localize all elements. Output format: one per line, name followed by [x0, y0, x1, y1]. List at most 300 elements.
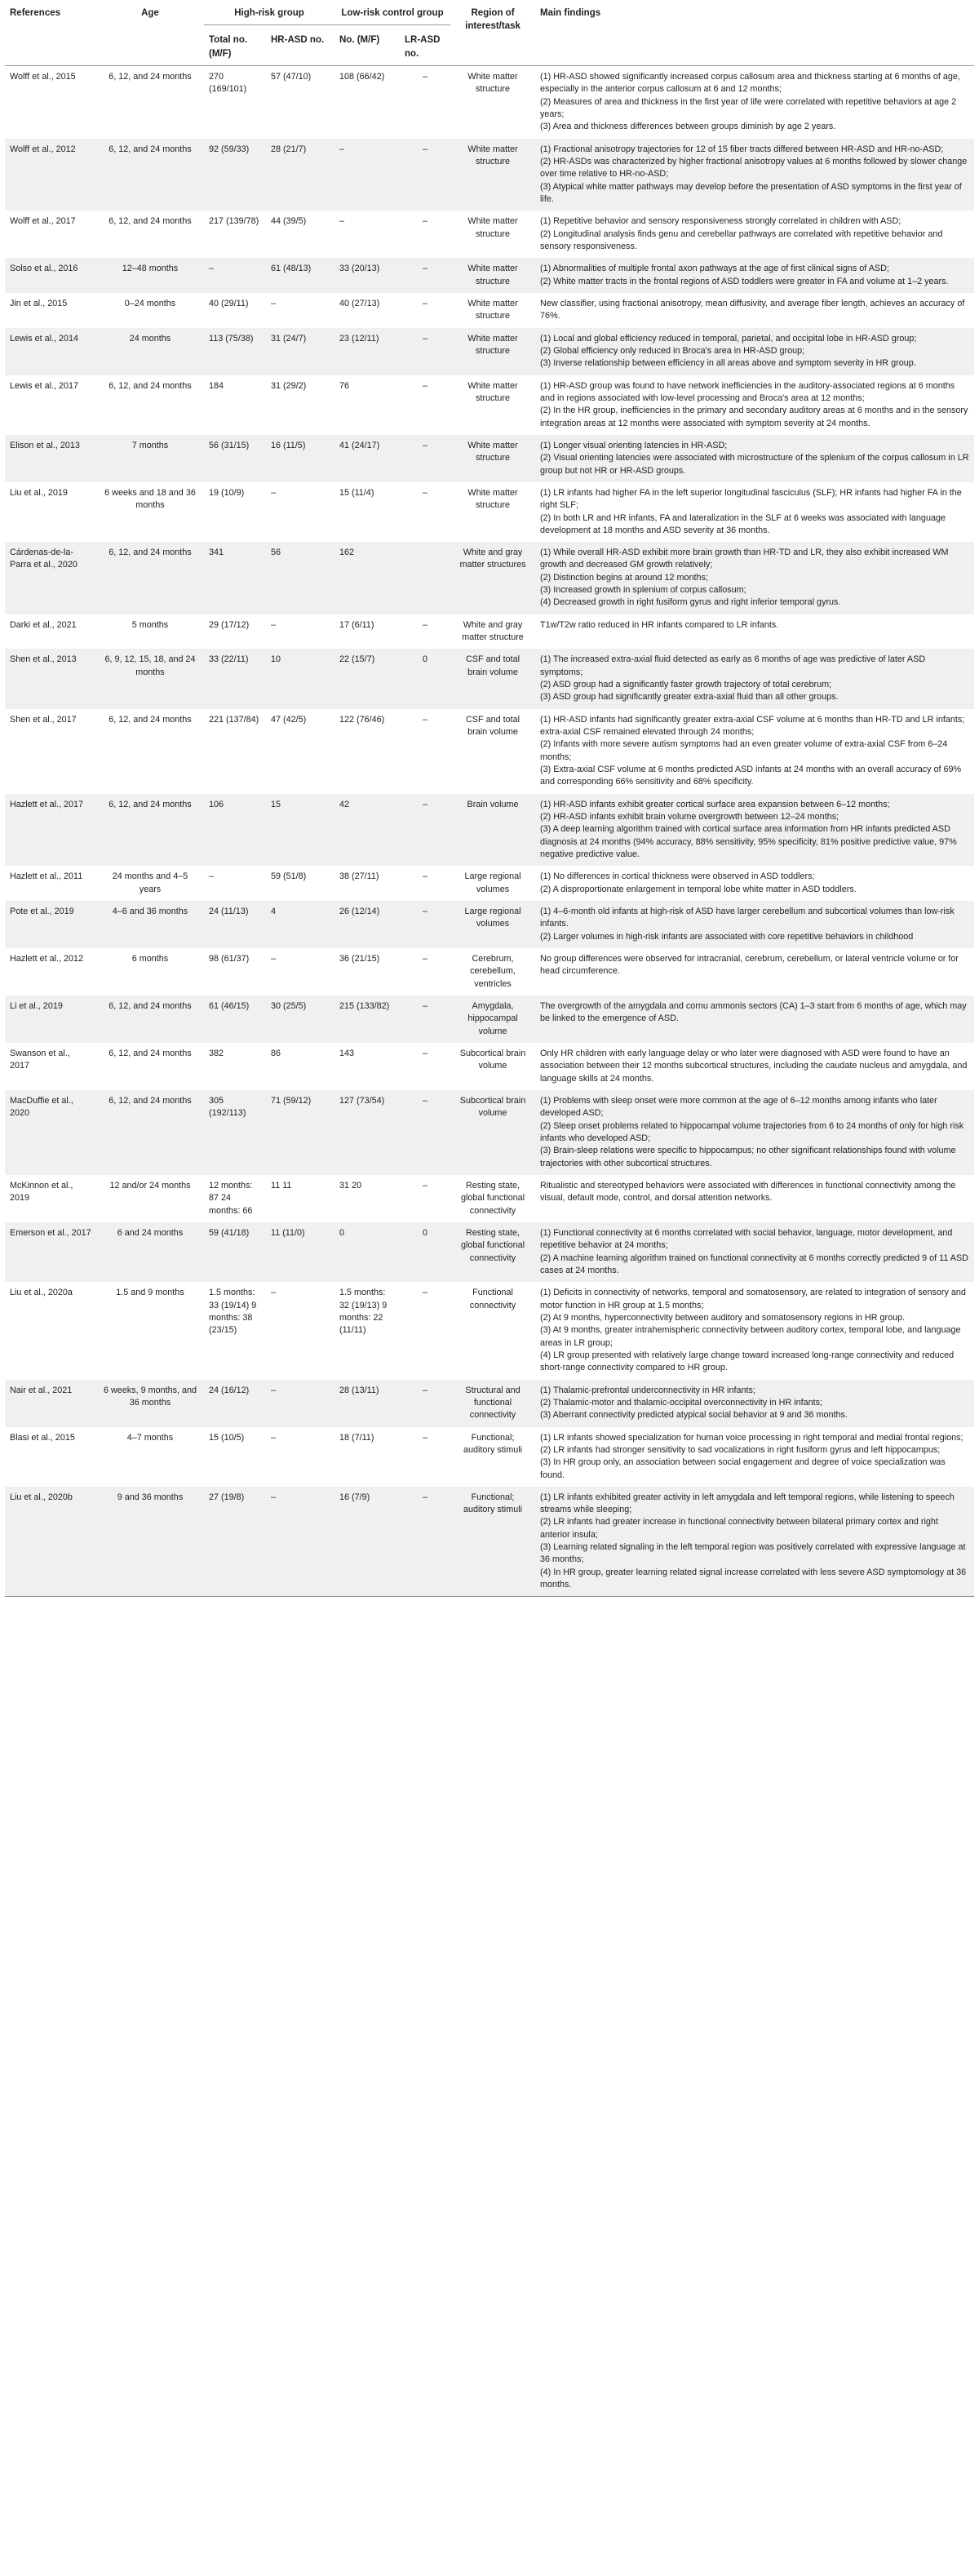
- cell-lr-asd-no: –: [423, 1048, 428, 1058]
- finding-item: (1) HR-ASD infants had significantly greater extra-axial CSF volume at 6 months than HR-TD and LR infants; extra-axial CSF remained elevated through 24 months;: [540, 714, 965, 738]
- cell-hr-asd-no: 57 (47/10): [271, 71, 312, 82]
- finding-item: The overgrowth of the amygdala and cornu ammonis sectors (CA) 1–3 start from 6 months of age, which may be linked to the emergence of ASD.: [540, 1001, 967, 1024]
- cell-reference: Elison et al., 2013: [10, 440, 80, 450]
- finding-item: (2) Thalamic-motor and thalamic-occipital overconnectivity in HR infants;: [540, 1397, 823, 1408]
- table-row: [5, 482, 974, 542]
- cell-total-no: 113 (75/38): [209, 333, 254, 344]
- cell-total-no: 59 (41/18): [209, 1227, 250, 1238]
- finding-item: T1w/T2w ratio reduced in HR infants compared to LR infants.: [540, 619, 779, 630]
- finding-item: (1) No differences in cortical thickness were observed in ASD toddlers;: [540, 871, 815, 882]
- finding-item: (2) In the HR group, inefficiencies in the primary and secondary auditory areas at 6 months and in the sensory integration areas at 12 months were associated with symptom severity at 24 months.: [540, 406, 968, 428]
- cell-lr-asd-no: –: [423, 1385, 428, 1395]
- cell-lr-no: 40 (27/13): [339, 298, 380, 308]
- cell-lr-asd-no: 0: [423, 654, 428, 665]
- cell-hr-asd-no: 56: [271, 548, 281, 558]
- header-no-mf: No. (M/F): [334, 25, 400, 66]
- cell-age: 6, 9, 12, 15, 18, and 24 months: [104, 654, 196, 677]
- cell-age: 6, 12, and 24 months: [109, 144, 192, 154]
- cell-total-no: 12 months: 87 24 months: 66: [209, 1180, 253, 1216]
- cell-age: 6 and 24 months: [117, 1227, 184, 1238]
- finding-item: (4) In HR group, greater learning related signal increase correlated with less severe ASD symptomology at 36 months.: [540, 1567, 967, 1590]
- cell-reference: Nair et al., 2021: [10, 1385, 73, 1395]
- cell-total-no: –: [209, 264, 215, 274]
- table-row: [5, 614, 974, 650]
- cell-lr-no: 17 (6/11): [339, 619, 374, 630]
- table-body: [5, 65, 974, 1596]
- cell-reference: Darki et al., 2021: [10, 619, 77, 630]
- cell-lr-no: 15 (11/4): [339, 487, 374, 498]
- cell-lr-no: 127 (73/54): [339, 1095, 385, 1106]
- finding-item: (3) Learning related signaling in the left temporal region was positively correlated with expressive language at 36 months;: [540, 1542, 966, 1565]
- finding-item: No group differences were observed for intracranial, cerebrum, cerebellum, or lateral ventricle volume or for head circumference.: [540, 954, 959, 977]
- cell-age: 6 weeks and 18 and 36 months: [104, 487, 196, 511]
- table-row: [5, 1487, 974, 1597]
- cell-reference: Pote et al., 2019: [10, 907, 74, 917]
- cell-age: 0–24 months: [124, 298, 176, 308]
- cell-total-no: –: [209, 871, 215, 882]
- finding-item: (1) 4–6-month old infants at high-risk of ASD have larger cerebellum and subcortical volumes than low-risk infants.: [540, 907, 955, 929]
- table-row: [5, 375, 974, 435]
- finding-item: (1) While overall HR-ASD exhibit more brain growth than HR-TD and LR, they also exhibit increased WM growth and decreased GM growth relatively;: [540, 548, 949, 570]
- cell-region: Amygdala, hippocampal volume: [467, 1001, 518, 1036]
- cell-hr-asd-no: 11 11: [271, 1180, 292, 1190]
- cell-hr-asd-no: –: [271, 1288, 277, 1298]
- cell-lr-no: 162: [339, 548, 355, 558]
- cell-findings: [535, 542, 974, 614]
- cell-findings: [535, 1380, 974, 1427]
- cell-age: 24 months and 4–5 years: [112, 871, 188, 894]
- cell-reference: Liu et al., 2020b: [10, 1492, 73, 1502]
- cell-lr-no: 42: [339, 799, 350, 809]
- finding-item: (2) Infants with more severe autism symptoms had an even greater volume of extra-axial CSF from 6–24 months;: [540, 739, 948, 762]
- cell-lr-no: 38 (27/11): [339, 871, 379, 882]
- cell-age: 5 months: [131, 619, 169, 630]
- cell-lr-asd-no: –: [423, 1432, 428, 1443]
- finding-item: (3) In HR group only, an association between social engagement and degree of voice specialization was found.: [540, 1457, 946, 1480]
- table-row: [5, 435, 974, 482]
- cell-lr-no: 31 20: [339, 1180, 362, 1190]
- cell-reference: Wolff et al., 2012: [10, 144, 76, 154]
- header-high-risk: High-risk group: [234, 8, 304, 18]
- cell-lr-asd-no: –: [423, 907, 428, 917]
- cell-region: Resting state, global functional connectivity: [460, 1227, 525, 1263]
- cell-reference: Shen et al., 2013: [10, 654, 77, 665]
- cell-reference: Swanson et al., 2017: [10, 1048, 70, 1071]
- table-row: [5, 794, 974, 867]
- cell-age: 6, 12, and 24 months: [109, 216, 192, 227]
- cell-reference: Jin et al., 2015: [10, 298, 68, 308]
- cell-hr-asd-no: 61 (48/13): [271, 264, 312, 274]
- cell-findings: [535, 1282, 974, 1379]
- table-row: [5, 328, 974, 375]
- header-findings: Main findings: [540, 8, 601, 18]
- cell-reference: Solso et al., 2016: [10, 264, 78, 274]
- cell-age: 4–7 months: [126, 1432, 174, 1443]
- finding-item: (1) The increased extra-axial fluid detected as early as 6 months of age was predictive of later ASD symptoms;: [540, 654, 926, 677]
- cell-region: Structural and functional connectivity: [465, 1385, 521, 1421]
- cell-lr-asd-no: –: [423, 1180, 428, 1190]
- finding-item: (2) Visual orienting latencies were associated with microstructure of the splenium of the corpus callosum in LR group but not HR or HR-ASD groups.: [540, 453, 969, 476]
- finding-item: (1) LR infants showed specialization for human voice processing in right temporal and medial frontal regions;: [540, 1432, 963, 1443]
- finding-item: (4) Decreased growth in right fusiform gyrus and right inferior temporal gyrus.: [540, 597, 841, 608]
- cell-hr-asd-no: –: [271, 954, 277, 964]
- cell-region: White matter structure: [467, 216, 518, 239]
- finding-item: (3) At 9 months, greater intrahemispheric connectivity between auditory cortex, temporal lobe, and language areas in LR group;: [540, 1325, 961, 1348]
- cell-hr-asd-no: 10: [271, 654, 281, 665]
- cell-reference: Blasi et al., 2015: [10, 1432, 75, 1443]
- finding-item: (1) Problems with sleep onset were more common at the age of 6–12 months among infants who later developed ASD;: [540, 1095, 937, 1119]
- finding-item: (1) LR infants had higher FA in the left superior longitudinal fasciculus (SLF); HR infants had higher FA in the right SLF;: [540, 487, 962, 511]
- cell-age: 12–48 months: [122, 264, 179, 274]
- finding-item: (2) A disproportionate enlargement in temporal lobe white matter in ASD toddlers.: [540, 884, 857, 894]
- cell-findings: [535, 482, 974, 542]
- cell-hr-asd-no: –: [271, 619, 277, 630]
- finding-item: Ritualistic and stereotyped behaviors were associated with differences in functional connectivity among the visual, default mode, control, and dorsal attention networks.: [540, 1180, 956, 1204]
- finding-item: Only HR children with early language delay or who later were diagnosed with ASD were found to have an association between their 12 months subcortical structures, including the caudate nucleus and amygdala, and language skills at 24 months.: [540, 1048, 968, 1084]
- header-hr-asd-no: HR-ASD no.: [266, 25, 334, 66]
- cell-age: 6, 12, and 24 months: [109, 799, 192, 809]
- cell-region: Functional connectivity: [469, 1288, 516, 1310]
- cell-region: Resting state, global functional connectivity: [460, 1180, 525, 1216]
- cell-age: 9 and 36 months: [117, 1492, 184, 1502]
- cell-findings: [535, 866, 974, 901]
- cell-reference: Wolff et al., 2017: [10, 216, 76, 227]
- cell-region: White matter structure: [467, 333, 518, 356]
- cell-hr-asd-no: 59 (51/8): [271, 871, 307, 882]
- cell-age: 7 months: [131, 440, 169, 450]
- cell-lr-asd-no: –: [423, 1001, 428, 1011]
- cell-total-no: 270 (169/101): [209, 71, 247, 95]
- finding-item: (2) White matter tracts in the frontal regions of ASD toddlers were greater in FA and volume at 1–2 years.: [540, 276, 949, 286]
- cell-age: 4–6 and 36 months: [112, 907, 188, 917]
- cell-hr-asd-no: 30 (25/5): [271, 1001, 307, 1011]
- cell-total-no: 56 (31/15): [209, 440, 250, 450]
- cell-age: 24 months: [129, 333, 171, 344]
- cell-region: Cerebrum, cerebellum, ventricles: [470, 954, 516, 989]
- cell-lr-asd-no: –: [423, 487, 428, 498]
- cell-lr-asd-no: –: [423, 144, 428, 154]
- cell-hr-asd-no: 47 (42/5): [271, 714, 307, 725]
- finding-item: (1) Local and global efficiency reduced in temporal, parietal, and occipital lobe in HR-ASD group;: [540, 333, 917, 344]
- cell-hr-asd-no: 31 (24/7): [271, 333, 307, 344]
- cell-reference: Lewis et al., 2017: [10, 380, 79, 391]
- cell-total-no: 221 (137/84): [209, 714, 259, 725]
- finding-item: (2) LR infants had stronger sensitivity to sad vocalizations in right fusiform gyrus and left hippocampus;: [540, 1444, 941, 1455]
- cell-age: 1.5 and 9 months: [116, 1288, 184, 1298]
- cell-total-no: 40 (29/11): [209, 298, 249, 308]
- table-row: [5, 1043, 974, 1090]
- cell-total-no: 184: [209, 380, 224, 391]
- cell-hr-asd-no: –: [271, 1492, 277, 1502]
- cell-reference: McKinnon et al., 2019: [10, 1180, 73, 1204]
- finding-item: (1) Deficits in connectivity of networks, temporal and somatosensory, are related to integration of sensory and motor function in HR group at 1.5 months;: [540, 1288, 966, 1310]
- cell-findings: [535, 1090, 974, 1175]
- cell-lr-asd-no: –: [423, 264, 428, 274]
- cell-hr-asd-no: 16 (11/5): [271, 440, 306, 450]
- cell-lr-asd-no: –: [423, 1288, 428, 1298]
- cell-reference: Li et al., 2019: [10, 1001, 63, 1011]
- finding-item: (4) LR group presented with relatively large change toward increased long-range connectivity and reduced short-range connectivity compared to HR group.: [540, 1350, 955, 1373]
- finding-item: (2) At 9 months, hyperconnectivity between auditory and somatosensory regions in HR group.: [540, 1312, 906, 1323]
- cell-findings: [535, 1175, 974, 1222]
- cell-findings: [535, 211, 974, 258]
- cell-hr-asd-no: –: [271, 298, 277, 308]
- cell-lr-asd-no: –: [423, 71, 428, 82]
- cell-findings: [535, 258, 974, 293]
- table-row: [5, 211, 974, 258]
- table-row: [5, 649, 974, 708]
- finding-item: (2) Sleep onset problems related to hippocampal volume trajectories from 6 to 24 months of only for high risk infants who developed ASD;: [540, 1120, 964, 1143]
- cell-reference: Liu et al., 2019: [10, 487, 68, 498]
- cell-lr-asd-no: 0: [423, 1227, 428, 1238]
- cell-lr-no: 143: [339, 1048, 355, 1058]
- cell-region: White matter structure: [467, 440, 518, 463]
- cell-age: 6, 12, and 24 months: [109, 548, 192, 558]
- cell-lr-no: 18 (7/11): [339, 1432, 374, 1443]
- cell-hr-asd-no: –: [271, 1385, 277, 1395]
- cell-total-no: 92 (59/33): [209, 144, 250, 154]
- cell-lr-asd-no: –: [423, 333, 428, 344]
- cell-lr-no: 76: [339, 380, 350, 391]
- cell-hr-asd-no: 15: [271, 799, 281, 809]
- finding-item: (1) HR-ASD showed significantly increased corpus callosum area and thickness starting at 6 months of age, especially in the anterior corpus callosum at 6 and 12 months;: [540, 71, 960, 95]
- finding-item: (2) Distinction begins at around 12 months;: [540, 572, 708, 583]
- table-row: [5, 866, 974, 901]
- cell-findings: [535, 794, 974, 867]
- finding-item: (3) ASD group had significantly greater extra-axial fluid than all other groups.: [540, 692, 839, 703]
- cell-region: White matter structure: [467, 71, 518, 95]
- cell-findings: [535, 1043, 974, 1090]
- cell-lr-asd-no: –: [423, 216, 428, 227]
- cell-region: White matter structure: [467, 487, 518, 511]
- finding-item: (1) HR-ASD group was found to have network inefficiencies in the auditory-associated regions at 6 months and in regions associated with low-level processing and Broca's area at 12 months;: [540, 380, 955, 403]
- cell-age: 6, 12, and 24 months: [109, 380, 192, 391]
- cell-age: 12 and/or 24 months: [109, 1180, 191, 1190]
- cell-findings: [535, 375, 974, 435]
- cell-lr-no: –: [339, 144, 345, 154]
- finding-item: (2) A machine learning algorithm trained on functional connectivity at 6 months correctly predicted 9 of 11 ASD cases at 24 months.: [540, 1253, 968, 1275]
- finding-item: (2) ASD group had a significantly faster growth trajectory of total cerebrum;: [540, 680, 832, 690]
- cell-lr-no: 22 (15/7): [339, 654, 375, 665]
- header-age: Age: [141, 8, 159, 18]
- cell-total-no: 217 (139/78): [209, 216, 259, 227]
- cell-lr-asd-no: –: [423, 298, 428, 308]
- cell-age: 6, 12, and 24 months: [109, 1048, 192, 1058]
- cell-region: Brain volume: [467, 799, 519, 809]
- cell-lr-no: 28 (13/11): [339, 1385, 379, 1395]
- cell-lr-asd-no: –: [423, 1492, 428, 1502]
- cell-total-no: 106: [209, 799, 224, 809]
- cell-region: Subcortical brain volume: [459, 1095, 526, 1119]
- cell-hr-asd-no: 44 (39/5): [271, 216, 307, 227]
- finding-item: (2) Global efficiency only reduced in Broca's area in HR-ASD group;: [540, 345, 805, 356]
- cell-lr-asd-no: –: [423, 871, 428, 882]
- cell-reference: Hazlett et al., 2011: [10, 871, 83, 882]
- cell-hr-asd-no: –: [271, 1432, 277, 1443]
- cell-lr-asd-no: –: [423, 954, 428, 964]
- table-row: [5, 65, 974, 138]
- cell-hr-asd-no: 4: [271, 907, 277, 917]
- cell-age: 6, 12, and 24 months: [109, 714, 192, 725]
- table-row: [5, 258, 974, 293]
- finding-item: (1) HR-ASD infants exhibit greater cortical surface area expansion between 6–12 months;: [540, 799, 890, 809]
- header-region: Region of interest/task: [465, 8, 521, 32]
- cell-region: White matter structure: [467, 264, 518, 286]
- finding-item: (3) Increased growth in splenium of corpus callosum;: [540, 585, 746, 596]
- header-lr-asd-no: LR-ASD no.: [400, 25, 450, 66]
- cell-findings: [535, 614, 974, 650]
- finding-item: (2) Larger volumes in high-risk infants are associated with core repetitive behaviors in childhood: [540, 931, 914, 942]
- cell-total-no: 305 (192/113): [209, 1095, 246, 1119]
- cell-lr-no: 108 (66/42): [339, 71, 385, 82]
- cell-region: White and gray matter structure: [462, 619, 524, 643]
- table-row: [5, 709, 974, 794]
- cell-reference: Emerson et al., 2017: [10, 1227, 91, 1238]
- cell-findings: [535, 328, 974, 375]
- cell-lr-asd-no: –: [423, 799, 428, 809]
- cell-reference: Wolff et al., 2015: [10, 71, 76, 82]
- cell-total-no: 98 (61/37): [209, 954, 250, 964]
- cell-region: White matter structure: [467, 298, 518, 321]
- cell-hr-asd-no: 28 (21/7): [271, 144, 307, 154]
- table-container: [5, 0, 974, 1597]
- cell-lr-asd-no: –: [423, 380, 428, 391]
- cell-lr-no: 33 (20/13): [339, 264, 380, 274]
- cell-total-no: 19 (10/9): [209, 487, 245, 498]
- cell-lr-asd-no: –: [423, 619, 428, 630]
- finding-item: (2) HR-ASD infants exhibit brain volume overgrowth between 12–24 months;: [540, 812, 839, 822]
- finding-item: (3) Brain-sleep relations were specific to hippocampus; no other significant relationships found with volume trajectories with other subcortical structures.: [540, 1146, 956, 1168]
- finding-item: (2) LR infants had greater increase in functional connectivity between bilateral primary cortex and right anterior insula;: [540, 1517, 938, 1540]
- cell-findings: [535, 901, 974, 948]
- cell-findings: [535, 649, 974, 708]
- cell-reference: MacDuffie et al., 2020: [10, 1095, 73, 1119]
- finding-item: (3) Area and thickness differences between groups diminish by age 2 years.: [540, 122, 836, 132]
- finding-item: (1) Fractional anisotropy trajectories for 12 of 15 fiber tracts differed between HR-ASD and HR-no-ASD;: [540, 144, 944, 154]
- cell-total-no: 24 (16/12): [209, 1385, 250, 1395]
- table-row: [5, 901, 974, 948]
- cell-region: CSF and total brain volume: [466, 714, 521, 738]
- cell-findings: [535, 65, 974, 138]
- finding-item: (3) Extra-axial CSF volume at 6 months predicted ASD infants at 24 months with an overall accuracy of 69% and corresponding 66% sensitivity and 68% specificity.: [540, 765, 962, 787]
- cell-total-no: 61 (46/15): [209, 1001, 250, 1011]
- studies-table: [5, 3, 974, 1597]
- cell-age: 6 months: [131, 954, 169, 964]
- table-row: [5, 1427, 974, 1487]
- cell-hr-asd-no: 86: [271, 1048, 281, 1058]
- cell-region: CSF and total brain volume: [466, 654, 521, 677]
- cell-lr-no: 41 (24/17): [339, 440, 380, 450]
- table-row: [5, 139, 974, 211]
- cell-hr-asd-no: 71 (59/12): [271, 1095, 312, 1106]
- cell-reference: Liu et al., 2020a: [10, 1288, 73, 1298]
- table-row: [5, 1222, 974, 1282]
- cell-region: White and gray matter structures: [459, 548, 526, 570]
- finding-item: (2) In both LR and HR infants, FA and lateralization in the SLF at 6 weeks was associated with language development at 18 months and ASD severity at 36 months.: [540, 512, 946, 535]
- cell-findings: [535, 709, 974, 794]
- cell-hr-asd-no: 11 (11/0): [271, 1227, 305, 1238]
- finding-item: (3) Atypical white matter pathways may develop before the presentation of ASD symptoms in the first year of life.: [540, 181, 962, 204]
- cell-total-no: 33 (22/11): [209, 654, 249, 665]
- cell-region: White matter structure: [467, 144, 518, 166]
- cell-lr-no: –: [339, 216, 345, 227]
- cell-hr-asd-no: –: [271, 487, 277, 498]
- cell-reference: Hazlett et al., 2012: [10, 954, 84, 964]
- cell-lr-asd-no: [400, 542, 450, 614]
- finding-item: (3) A deep learning algorithm trained with cortical surface area information from HR infants predicted ASD diagnosis at 24 months (94% accuracy, 88% sensitivity, 95% specificity, 81% positive predictive value, 97% negative predictive value.: [540, 824, 957, 860]
- cell-findings: [535, 139, 974, 211]
- table-row: [5, 1090, 974, 1175]
- cell-lr-no: 122 (76/46): [339, 714, 385, 725]
- header-total-no: Total no. (M/F): [204, 25, 266, 66]
- cell-age: 6 weeks, 9 months, and 36 months: [103, 1385, 197, 1408]
- cell-lr-no: 26 (12/14): [339, 907, 380, 917]
- cell-age: 6, 12, and 24 months: [109, 1095, 192, 1106]
- table-row: [5, 948, 974, 995]
- cell-total-no: 1.5 months: 33 (19/14) 9 months: 38 (23/15): [209, 1288, 257, 1336]
- table-row: [5, 293, 974, 328]
- cell-reference: Shen et al., 2017: [10, 714, 77, 725]
- cell-findings: [535, 1487, 974, 1597]
- cell-age: 6, 12, and 24 months: [109, 71, 192, 82]
- cell-region: Functional; auditory stimuli: [463, 1492, 523, 1515]
- cell-total-no: 24 (11/13): [209, 907, 249, 917]
- cell-lr-no: 215 (133/82): [339, 1001, 390, 1011]
- table-row: [5, 542, 974, 614]
- finding-item: (1) LR infants exhibited greater activity in left amygdala and left temporal regions, while listening to speech streams while sleeping;: [540, 1492, 955, 1515]
- cell-findings: [535, 1427, 974, 1487]
- finding-item: (2) Longitudinal analysis finds genu and cerebellar pathways are correlated with repetitive behavior and sensory responsiveness.: [540, 228, 943, 251]
- cell-reference: Hazlett et al., 2017: [10, 799, 84, 809]
- cell-region: Subcortical brain volume: [459, 1048, 526, 1071]
- finding-item: (2) HR-ASDs was characterized by higher fractional anisotropy values at 6 months followed by slower change over time relative to HR-no-ASD;: [540, 156, 968, 180]
- cell-total-no: 15 (10/5): [209, 1432, 245, 1443]
- cell-lr-no: 1.5 months: 32 (19/13) 9 months: 22 (11/11): [339, 1288, 388, 1336]
- cell-findings: [535, 435, 974, 482]
- cell-lr-asd-no: –: [423, 1095, 428, 1106]
- table-row: [5, 1175, 974, 1222]
- cell-lr-no: 36 (21/15): [339, 954, 380, 964]
- finding-item: (1) Abnormalities of multiple frontal axon pathways at the age of first clinical signs of ASD;: [540, 264, 889, 274]
- cell-reference: Cárdenas-de-la-Parra et al., 2020: [10, 548, 78, 570]
- finding-item: (1) Longer visual orienting latencies in HR-ASD;: [540, 440, 728, 450]
- finding-item: New classifier, using fractional anisotropy, mean diffusivity, and average fiber length, achieves an accuracy of 76%.: [540, 298, 965, 321]
- cell-findings: [535, 1222, 974, 1282]
- cell-region: Large regional volumes: [464, 871, 521, 894]
- finding-item: (2) Measures of area and thickness in the first year of life were correlated with repetitive behaviors at age 2 years;: [540, 96, 957, 119]
- finding-item: (3) Aberrant connectivity predicted atypical social behavior at 9 and 36 months.: [540, 1410, 848, 1421]
- finding-item: (1) Thalamic-prefrontal underconnectivity in HR infants;: [540, 1385, 755, 1395]
- cell-region: Large regional volumes: [464, 907, 521, 929]
- cell-hr-asd-no: 31 (29/2): [271, 380, 307, 391]
- cell-lr-no: 23 (12/11): [339, 333, 379, 344]
- header-references: References: [10, 8, 61, 18]
- cell-age: 6, 12, and 24 months: [109, 1001, 192, 1011]
- cell-findings: [535, 948, 974, 995]
- cell-total-no: 382: [209, 1048, 224, 1058]
- cell-lr-asd-no: –: [423, 714, 428, 725]
- table-row: [5, 995, 974, 1043]
- cell-region: Functional; auditory stimuli: [463, 1432, 523, 1455]
- finding-item: (3) Inverse relationship between efficiency in all areas above and symptom severity in HR group.: [540, 358, 916, 369]
- finding-item: (1) Repetitive behavior and sensory responsiveness strongly correlated in children with ASD;: [540, 216, 901, 227]
- cell-total-no: 341: [209, 548, 224, 558]
- cell-lr-no: 16 (7/9): [339, 1492, 370, 1502]
- table-row: [5, 1380, 974, 1427]
- cell-total-no: 29 (17/12): [209, 619, 250, 630]
- cell-total-no: 27 (19/8): [209, 1492, 245, 1502]
- cell-region: White matter structure: [467, 380, 518, 403]
